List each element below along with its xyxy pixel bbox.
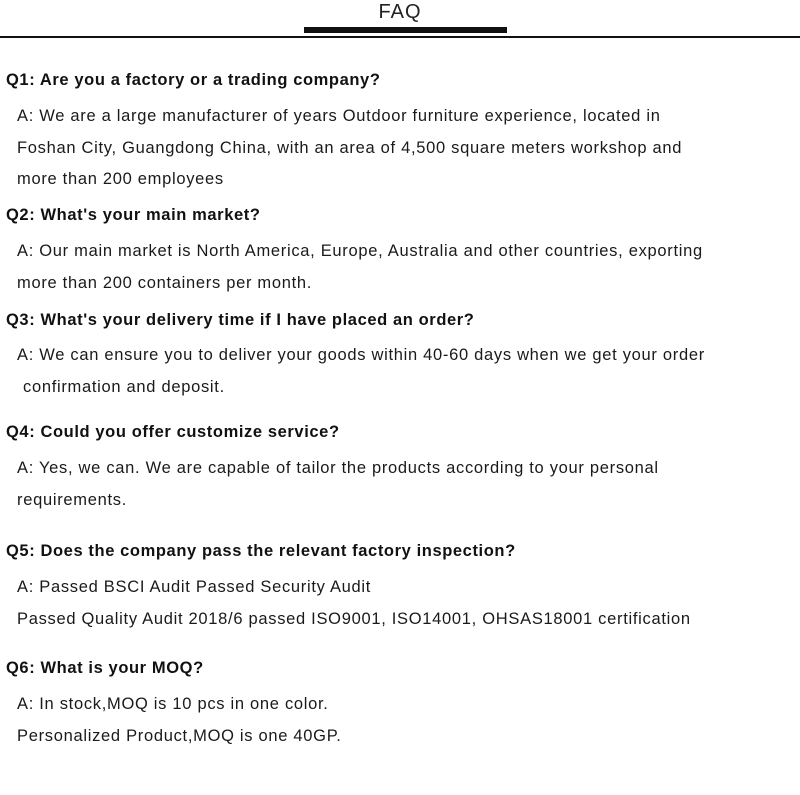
faq-question-3: Q3: What's your delivery time if I have placed an order? [6, 311, 475, 329]
faq-answer-4-line-1: A: Yes, we can. We are capable of tailor the products according to your personal [17, 459, 659, 477]
faq-question-6: Q6: What is your MOQ? [6, 659, 204, 677]
faq-answer-1-line-3: more than 200 employees [17, 170, 224, 188]
faq-question-2: Q2: What's your main market? [6, 206, 261, 224]
faq-question-5: Q5: Does the company pass the relevant factory inspection? [6, 542, 516, 560]
faq-question-4: Q4: Could you offer customize service? [6, 423, 340, 441]
faq-answer-1-line-2: Foshan City, Guangdong China, with an area of 4,500 square meters workshop and [17, 139, 683, 157]
header-divider [0, 36, 800, 38]
faq-answer-5-line-1: A: Passed BSCI Audit Passed Security Audit [17, 578, 372, 596]
faq-answer-2-line-2: more than 200 containers per month. [17, 274, 313, 292]
faq-answer-1-line-1: A: We are a large manufacturer of years Outdoor furniture experience, located in [17, 107, 661, 125]
page-title: FAQ [378, 1, 422, 23]
faq-question-1: Q1: Are you a factory or a trading company? [6, 71, 381, 89]
faq-answer-6-line-1: A: In stock,MOQ is 10 pcs in one color. [17, 695, 329, 713]
faq-answer-2-line-1: A: Our main market is North America, Europe, Australia and other countries, exporting [17, 242, 703, 260]
faq-answer-3-line-2: confirmation and deposit. [23, 378, 225, 396]
faq-answer-5-line-2: Passed Quality Audit 2018/6 passed ISO9001, ISO14001, OHSAS18001 certification [17, 610, 691, 628]
title-underline-bar [304, 27, 507, 33]
faq-answer-4-line-2: requirements. [17, 491, 127, 509]
faq-answer-6-line-2: Personalized Product,MOQ is one 40GP. [17, 727, 342, 745]
faq-answer-3-line-1: A: We can ensure you to deliver your goods within 40-60 days when we get your order [17, 346, 705, 364]
